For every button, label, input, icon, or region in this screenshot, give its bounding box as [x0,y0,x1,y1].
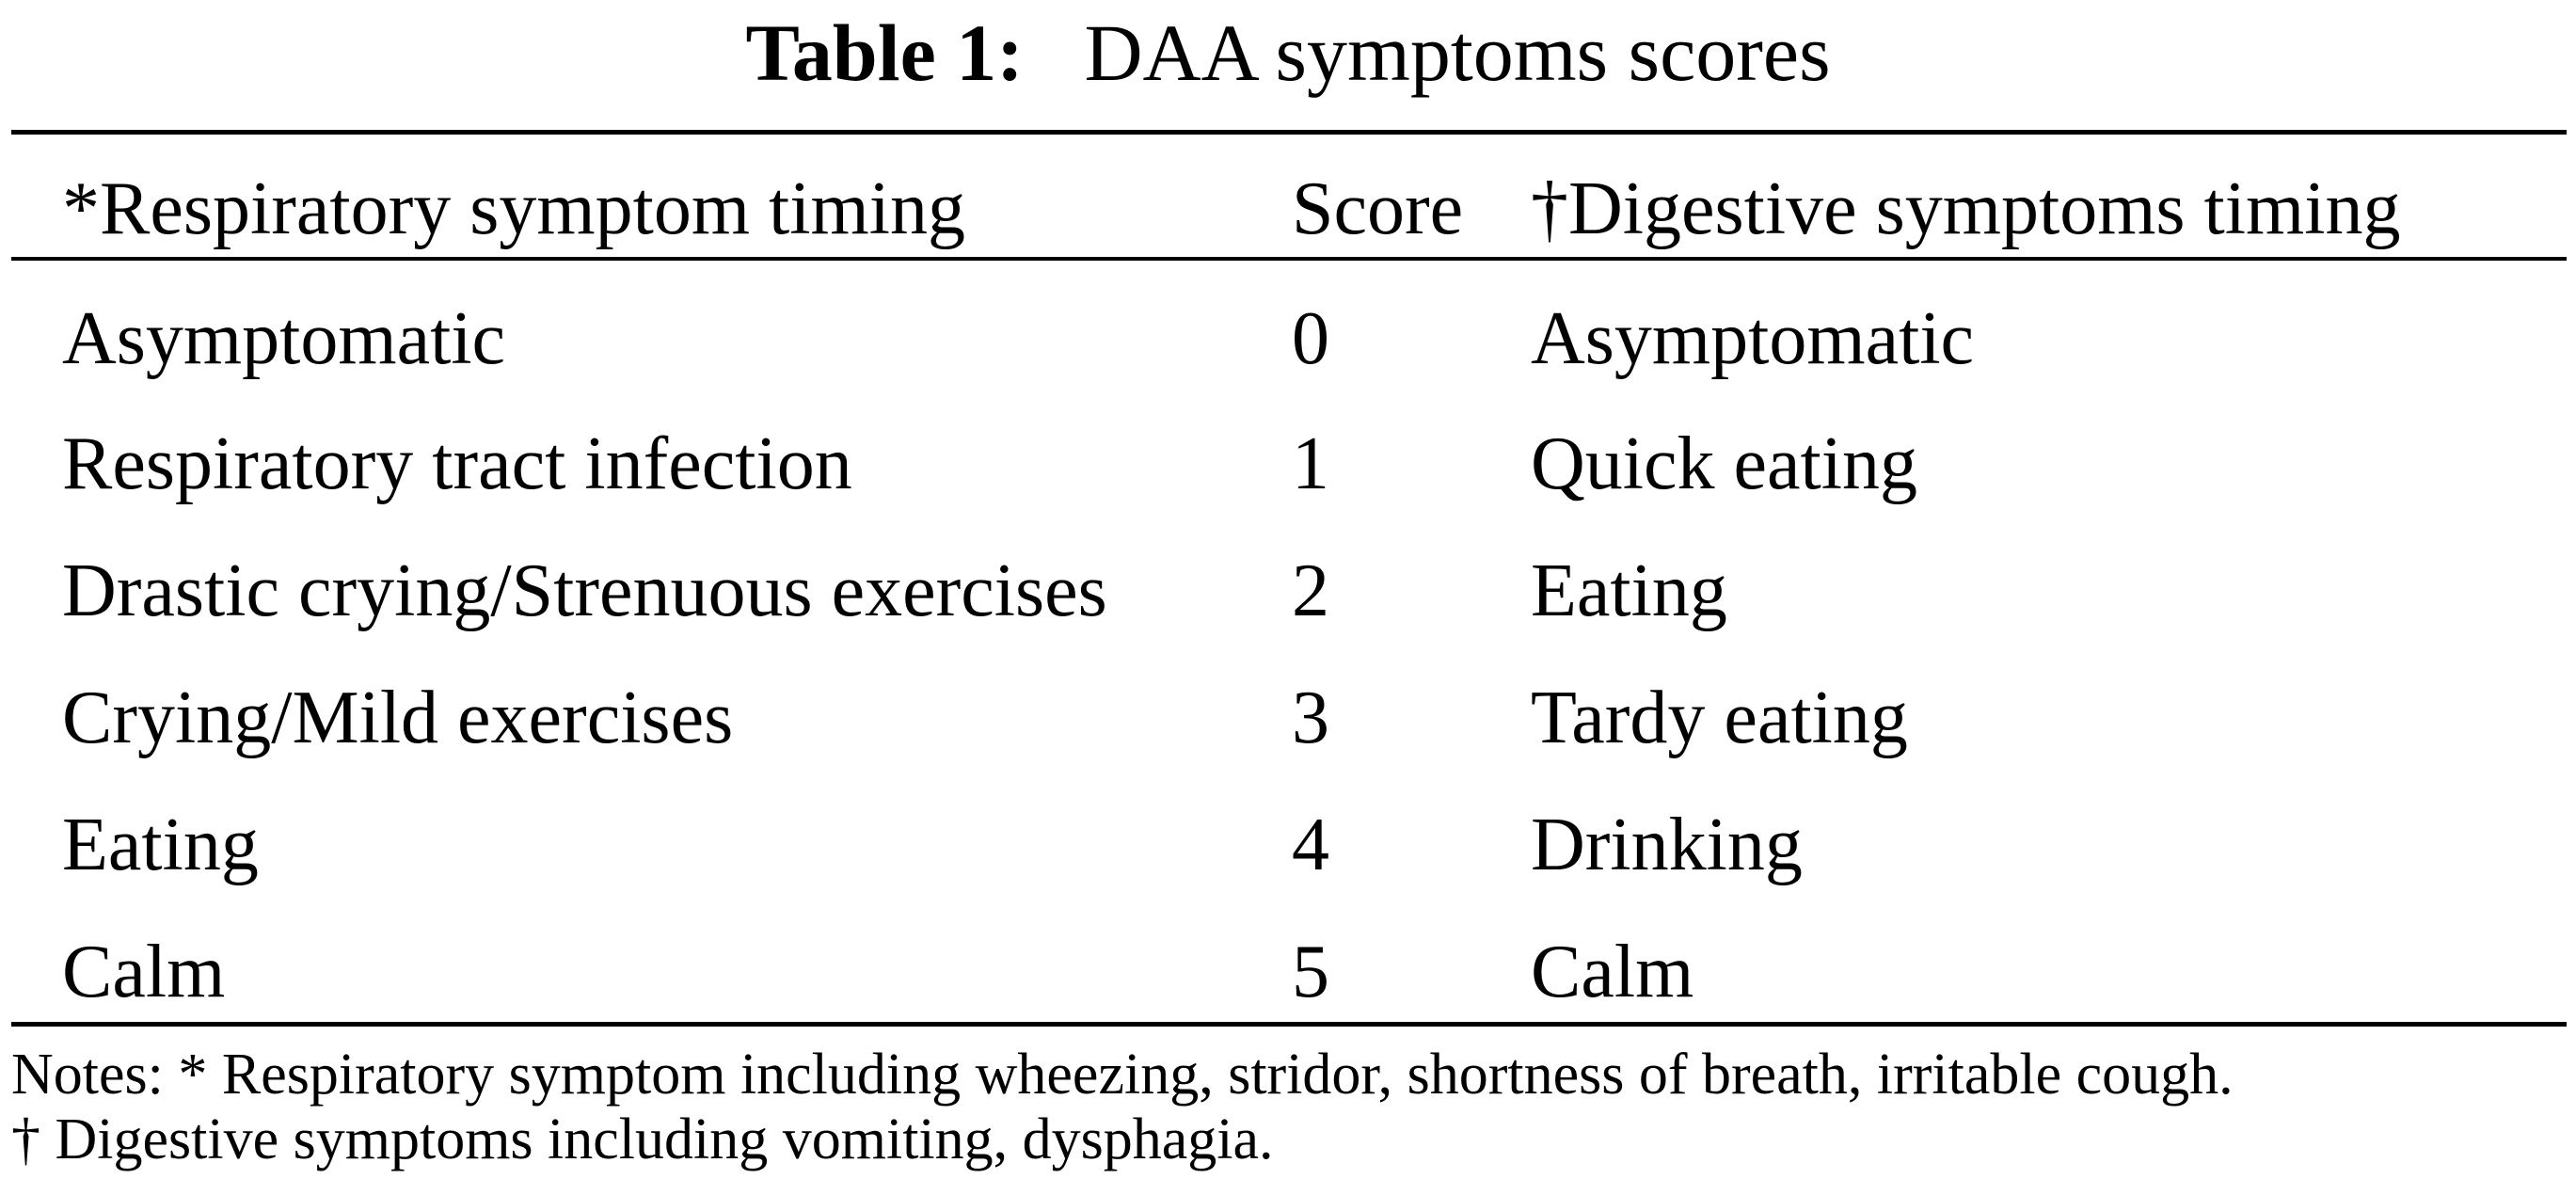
row-2-score: 2 [1292,550,1329,632]
row-1-digestive: Quick eating [1531,422,1917,505]
row-0-score: 0 [1292,297,1329,380]
row-5-respiratory: Calm [62,931,226,1013]
row-3-respiratory: Crying/Mild exercises [62,677,734,759]
table-bottom-rule [11,1022,2567,1027]
table-caption-title: DAA symptoms scores [1084,8,1831,98]
row-3-score: 3 [1292,677,1329,759]
row-0-respiratory: Asymptomatic [62,297,506,380]
table-top-rule [11,130,2567,135]
header-respiratory: *Respiratory symptom timing [62,167,965,250]
header-score: Score [1292,167,1464,250]
table-caption [0,6,2576,100]
row-4-respiratory: Eating [62,804,259,886]
table-note-digestive: † Digestive symptoms including vomiting, dysphagia. [11,1107,1274,1171]
header-digestive: †Digestive symptoms timing [1531,167,2401,250]
row-2-digestive: Eating [1531,550,1727,632]
row-5-score: 5 [1292,931,1329,1013]
row-4-score: 4 [1292,804,1329,886]
table-note-respiratory: Notes: * Respiratory symptom including wheezing, stridor, shortness of breath, irritable cough. [11,1043,2234,1107]
row-1-score: 1 [1292,422,1329,505]
table-caption-label: Table 1: [745,8,1024,98]
row-5-digestive: Calm [1531,931,1694,1013]
row-1-respiratory: Respiratory tract infection [62,422,852,505]
table-caption-spacer [1043,8,1064,98]
row-2-respiratory: Drastic crying/Strenuous exercises [62,550,1107,632]
row-4-digestive: Drinking [1531,804,1803,886]
table-header-rule [11,257,2567,261]
row-3-digestive: Tardy eating [1531,677,1908,759]
row-0-digestive: Asymptomatic [1531,297,1975,380]
